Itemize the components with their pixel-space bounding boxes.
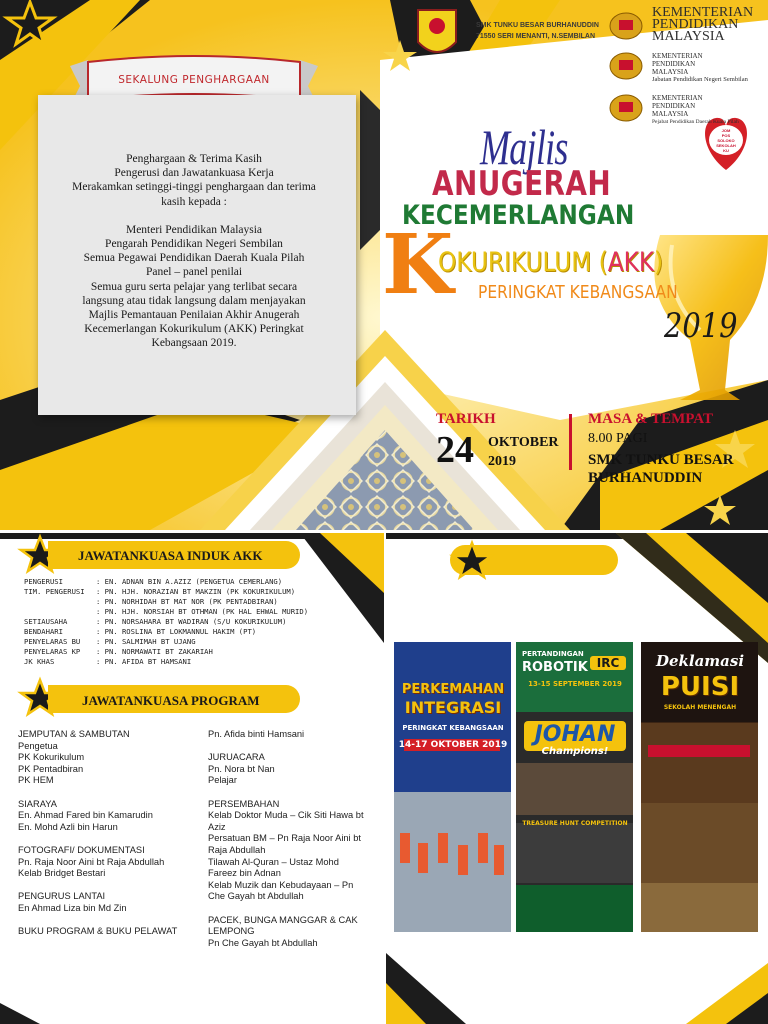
title-kokurikulum [438, 247, 663, 278]
committee-member: PK HEM [18, 775, 54, 786]
badge-word: JOM [721, 128, 731, 133]
letter-line: kasih kepada : [161, 195, 227, 208]
committee-member: Kelab Muzik dan Kebudayaan – Pn [208, 879, 354, 890]
kpm-text: MALAYSIA [652, 110, 689, 118]
badge-word: SOLOKO [717, 138, 735, 143]
kpm-text: Jabatan Pendidikan Negeri Sembilan [652, 76, 748, 83]
kpm-text: PENDIDIKAN [652, 17, 739, 32]
kpm-logo-1 [652, 7, 753, 43]
list-item [24, 627, 308, 637]
member: : EN. ADNAN BIN A.AZIZ (PENGETUA CEMERLANG) [96, 577, 283, 586]
committee-member: LEMPONG [208, 926, 255, 937]
letter-line: Menteri Pendidikan Malaysia [125, 223, 263, 236]
poster-date: 13-15 SEPTEMBER 2019 [528, 680, 622, 688]
member: : PN. HJH. NORAZIAN BT MAKZIN (PK KOKURIKULUM) [96, 587, 296, 596]
committee-block [18, 926, 194, 938]
committee-member: PK Kokurikulum [18, 752, 85, 763]
role [24, 607, 96, 617]
poster-title: ROBOTIK [522, 660, 588, 675]
poster-title: INTEGRASI [404, 698, 502, 717]
school-address: 71550 SERI MENANTI, N.SEMBILAN [476, 33, 596, 40]
committee-member: Pn. Afida binti Hamsani [208, 729, 305, 739]
list-item [24, 647, 308, 657]
kpm-text: KEMENTERIAN [652, 5, 754, 20]
letter-line: langsung atau tidak langsung dalam menjayakan [82, 294, 306, 307]
letter-line: Pengarah Pendidikan Negeri Sembilan [105, 238, 283, 251]
role [24, 597, 96, 607]
title-kokurikulum-text: OKURIKULUM ( [438, 247, 608, 278]
badge-word: KU [723, 148, 729, 153]
induk-title: JAWATANKUASA INDUK AKK [78, 548, 263, 563]
letter-line: Semua Pegawai Pendidikan Daerah Kuala Pilah [83, 252, 305, 265]
title-big-k: K [382, 217, 454, 313]
poster-robotik [516, 642, 634, 932]
kpm-logo-3 [652, 94, 739, 126]
title-year: 2019 [664, 306, 738, 346]
poster-date: 14-17 OKTOBER 2019 [398, 740, 508, 750]
date-year: 2019 [488, 454, 516, 469]
acknowledgement-letter [44, 152, 344, 351]
list-item [24, 657, 308, 667]
role: PENYELARAS KP [24, 647, 81, 656]
member: : PN. HJH. NORSIAH BT OTHMAN (PK HAL EHWAL MURID) [96, 607, 309, 616]
kpm-text: Pejabat Pendidikan Daerah Kuala Pilah [652, 119, 739, 125]
role: TIM. PENGERUSI [24, 587, 85, 596]
committee-heading: PACEK, BUNGA MANGGAR & CAK [208, 914, 358, 925]
member: : PN. NORMAWATI BT ZAKARIAH [96, 647, 213, 656]
committee-heading: JURUACARA [208, 752, 265, 763]
title-kecemerlangan: KECEMERLANGAN [402, 200, 635, 231]
committee-block [208, 799, 380, 903]
badge-word: POS [721, 133, 731, 138]
role: PENYELARAS BU [24, 637, 81, 646]
role: BENDAHARI [24, 627, 63, 636]
member: : PN. SALMIMAH BT UJANG [96, 637, 196, 646]
poster-win-sub: Champions! [541, 746, 609, 757]
kpm-text: KEMENTERIAN [652, 52, 703, 60]
program-title: JAWATANKUASA PROGRAM [82, 693, 260, 708]
list-item [24, 617, 308, 627]
letter-line: Panel – panel penilai [145, 266, 243, 279]
venue-label: MASA & TEMPAT [588, 411, 714, 427]
committee-block [18, 799, 194, 834]
committee-member: Pn. Raja Noor Aini bt Raja Abdullah [18, 856, 165, 867]
kpm-logo-2 [652, 52, 748, 84]
list-item [24, 637, 308, 647]
committee-member: Pn. Nora bt Nan [208, 763, 275, 774]
committee-block [208, 915, 380, 950]
committee-member: En. Ahmad Fared bin Kamarudin [18, 810, 153, 821]
committee-heading: JEMPUTAN & SAMBUTAN [18, 729, 130, 739]
committee-heading: SIARAYA [18, 798, 57, 809]
event-time: 8.00 PAGI [588, 431, 648, 446]
committee-member: Persatuan BM – Pn Raja Noor Aini bt [208, 833, 361, 844]
school-name-line: SMK TUNKU BESAR BURHANUDDIN [476, 22, 599, 29]
committee-member: En Ahmad Liza bin Md Zin [18, 902, 127, 913]
achievements-panel [386, 533, 768, 1024]
letter-line: Penghargaan & Terima Kasih [126, 153, 262, 165]
title-majlis: Majlis [480, 119, 568, 175]
member: : PN. NORHIDAH BT MAT NOR (PK PENTADBIRAN) [96, 597, 278, 606]
list-item [24, 587, 308, 597]
committee-heading: PENGURUS LANTAI [18, 891, 106, 902]
poster-title: PERKEMAHAN [401, 682, 505, 697]
letter-line: Pengerusi dan Jawatankuasa Kerja [114, 167, 274, 180]
poster-title: Deklamasi [655, 652, 745, 670]
poster-subtitle: PERINGKAT KEBANGSAAN [402, 724, 504, 732]
kpm-text: MALAYSIA [652, 68, 689, 76]
committee-block [18, 845, 194, 880]
committee-heading: PERSEMBAHAN [208, 798, 280, 809]
committee-block [208, 729, 380, 741]
kpm-text: PENDIDIKAN [652, 60, 696, 68]
committee-member: En. Mohd Azli bin Harun [18, 821, 118, 832]
letter-line: Semua guru serta pelajar yang terlibat secara [90, 280, 298, 293]
divider [569, 414, 572, 470]
committee-member: Kelab Doktor Muda – Cik Siti Hawa bt [208, 810, 364, 821]
committee-member: Che Gayah bt Abdullah [208, 891, 304, 902]
letter-line: Majlis Pemantauan Penilaian Akhir Anugerah [88, 309, 300, 322]
title-peringkat: PERINGKAT KEBANGSAAN [478, 282, 678, 303]
event-venue [588, 451, 734, 487]
program-right-column [208, 729, 380, 961]
letter-line: Kebangsaan 2019. [151, 337, 237, 350]
kpm-text: MALAYSIA [652, 29, 725, 44]
committee-member: Raja Abdullah [208, 844, 266, 855]
committee-heading: FOTOGRAFI/ DOKUMENTASI [18, 844, 145, 855]
date-month: OKTOBER [488, 435, 559, 450]
badge-word: SEKOLAH [716, 143, 736, 148]
poster-tag: IRC [590, 656, 626, 670]
poster-win: JOHAN [534, 722, 616, 747]
school-name [476, 20, 599, 42]
poster-perkemahan [394, 642, 512, 932]
member: : PN. NORSAHARA BT WADIRAN (S/U KOKURIKULUM) [96, 617, 287, 626]
committee-member: Aziz [208, 821, 226, 832]
committee-block [208, 752, 380, 787]
letter-line: Merakamkan setinggi-tinggi penghargaan dan terima [72, 181, 316, 194]
date-label: TARIKH [436, 411, 496, 427]
date-day: 24 [436, 429, 474, 471]
committee-block [18, 729, 194, 787]
committee-member: PK Pentadbiran [18, 763, 84, 774]
list-item [24, 597, 308, 607]
committee-heading: BUKU PROGRAM & BUKU PELAWAT [18, 926, 178, 937]
venue-line: SMK TUNKU BESAR [588, 452, 734, 468]
ribbon-title: SEKALUNG PENGHARGAAN [118, 74, 270, 86]
poster-subtitle: SEKOLAH MENENGAH [663, 704, 737, 711]
role: SETIAUSAHA [24, 617, 68, 626]
letter-line: Kecemerlangan Kokurikulum (AKK) Peringkat [84, 323, 304, 336]
title-anugerah: ANUGERAH [432, 164, 612, 204]
role: JK KHAS [24, 657, 55, 666]
committee-block [18, 891, 194, 914]
poster-event: TREASURE HUNT COMPETITION [522, 820, 628, 827]
committee-panel [0, 533, 384, 1024]
poster-title: PERTANDINGAN [522, 650, 584, 658]
title-paren: ) [654, 247, 664, 278]
committee-member: Kelab Bridget Bestari [18, 868, 106, 879]
list-item [24, 577, 308, 587]
committee-member: Pn Che Gayah bt Abdullah [208, 937, 318, 948]
member: : PN. AFIDA BT HAMSANI [96, 657, 192, 666]
committee-member: Tilawah Al-Quran – Ustaz Mohd [208, 856, 339, 867]
date-month-year [488, 433, 559, 471]
committee-member: Fareez bin Adnan [208, 868, 281, 879]
program-left-column [18, 729, 194, 949]
committee-member: Pengetua [18, 740, 58, 751]
poster-title: PUISI [660, 672, 740, 702]
poster-puisi [641, 642, 759, 932]
title-akk: AKK [607, 247, 655, 278]
kpm-text: PENDIDIKAN [652, 102, 696, 110]
committee-member: Pelajar [208, 775, 237, 786]
role: PENGERUSI [24, 577, 63, 586]
kpm-text: KEMENTERIAN [652, 94, 703, 102]
heart-badge-text [714, 128, 738, 153]
list-item [24, 607, 308, 617]
member: : PN. ROSLINA BT LOKMANNUL HAKIM (PT) [96, 627, 257, 636]
induk-list [24, 577, 308, 667]
venue-line: BURHANUDDIN [588, 470, 703, 486]
